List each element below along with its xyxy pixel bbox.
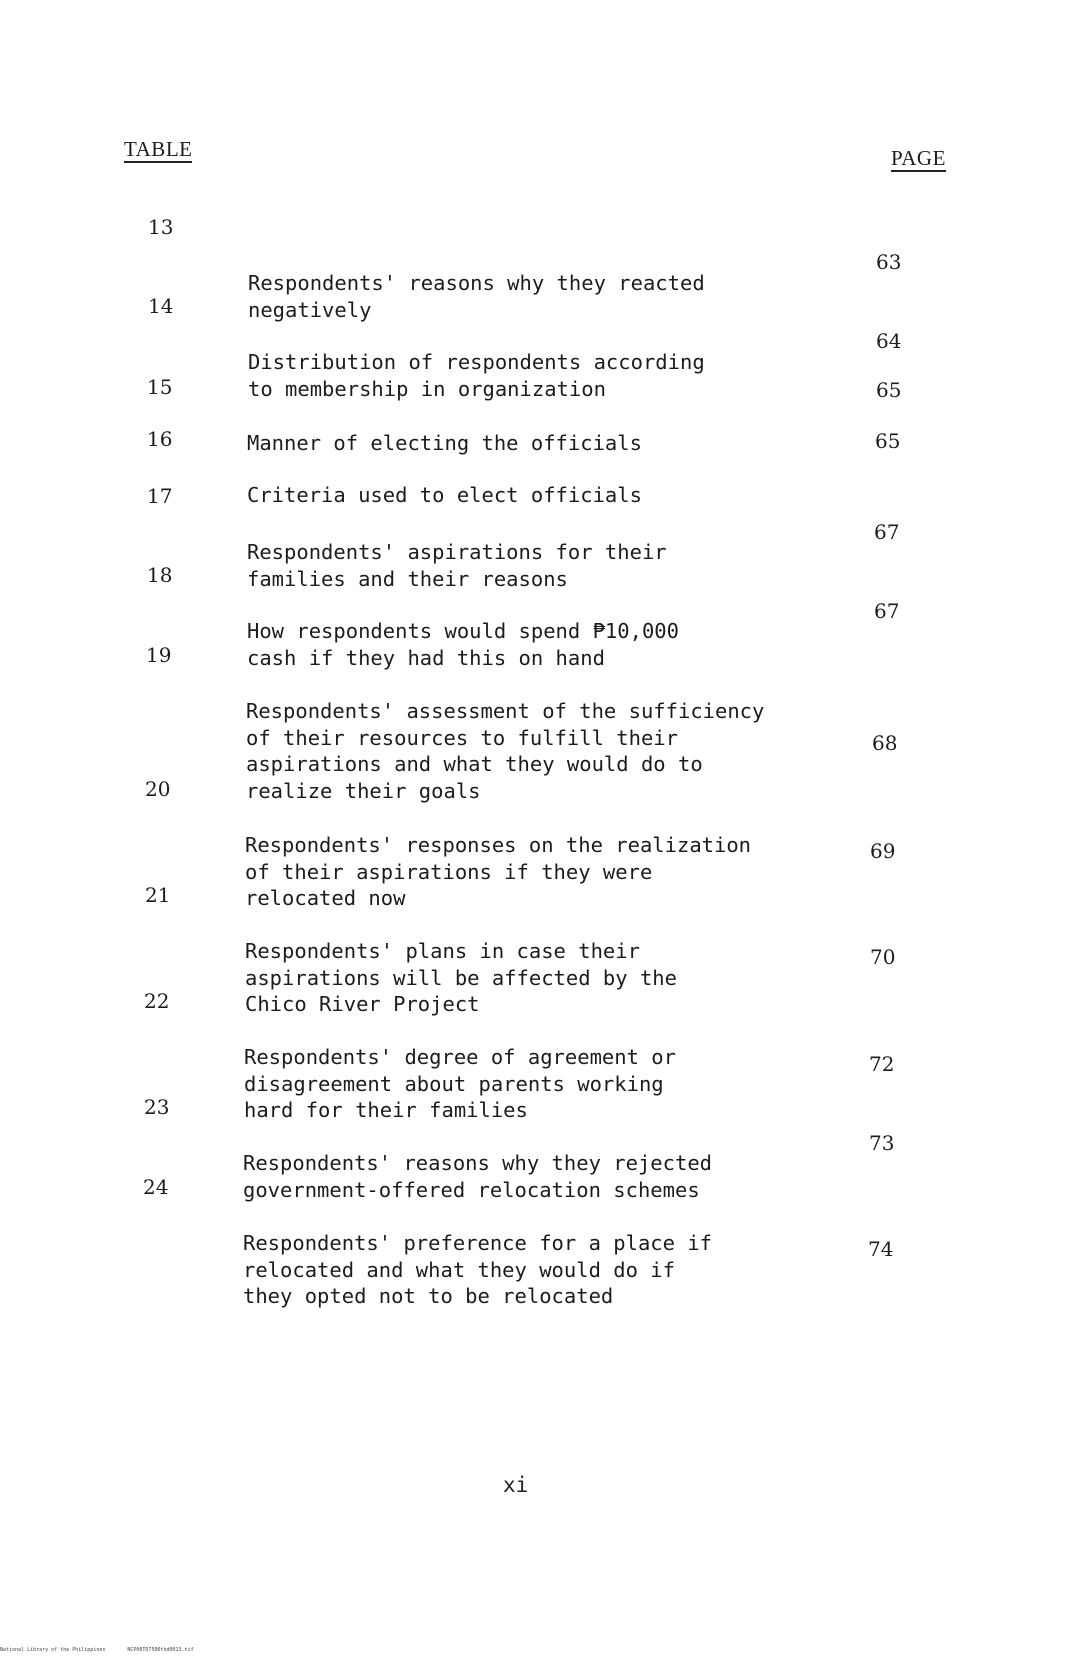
table-title: Respondents' degree of agreement or disagreement about parents working hard for their families: [244, 1045, 676, 1122]
page-number: 72: [869, 1052, 895, 1076]
archive-code: NCP00TD7506thd0013.tif: [127, 1647, 194, 1653]
archive-stamp: [0, 1647, 216, 1653]
table-title: Manner of electing the officials: [247, 431, 642, 455]
table-number: 24: [143, 1175, 169, 1199]
page-number: 70: [870, 945, 896, 969]
table-column-header: TABLE: [124, 137, 193, 161]
table-number: 19: [146, 643, 172, 667]
table-number: 22: [144, 989, 170, 1013]
table-title: Respondents' assessment of the sufficiency of their resources to fulfill their aspirations and what they would do to realize their goals: [246, 699, 765, 803]
table-title: Criteria used to elect officials: [247, 483, 642, 507]
page-column-header: PAGE: [891, 146, 946, 170]
table-title: Respondents' reasons why they rejected government-offered relocation schemes: [243, 1151, 712, 1202]
table-number: 18: [147, 563, 173, 587]
table-number: 16: [147, 427, 173, 451]
table-title: Respondents' reasons why they reacted negatively: [248, 271, 705, 322]
table-title: Respondents' responses on the realization of their aspirations if they were relocated now: [245, 833, 752, 910]
page-number: 63: [876, 250, 902, 274]
table-title: Distribution of respondents according to membership in organization: [248, 350, 705, 401]
page-number: 64: [876, 329, 902, 353]
page-number: 65: [876, 378, 902, 402]
page-number: 74: [868, 1237, 894, 1261]
table-title: How respondents would spend ₱10,000 cash if they had this on hand: [247, 619, 679, 670]
table-number: 14: [148, 294, 174, 318]
table-number: 15: [147, 375, 173, 399]
table-title: Respondents' preference for a place if relocated and what they would do if they opted not to be relocated: [243, 1231, 712, 1308]
table-number: 23: [144, 1095, 170, 1119]
table-title: Respondents' plans in case their aspirations will be affected by the Chico River Project: [245, 939, 677, 1016]
page-number: 73: [869, 1131, 895, 1155]
archive-label: National Library of the Philippines: [0, 1647, 106, 1653]
table-number: 17: [147, 484, 173, 508]
page-number: 65: [875, 429, 901, 453]
table-number: 21: [145, 883, 171, 907]
page-number: 69: [870, 839, 896, 863]
table-title: Respondents' aspirations for their families and their reasons: [247, 540, 667, 591]
roman-page-number: xi: [503, 1473, 529, 1497]
page-number: 67: [874, 520, 900, 544]
page-number: 67: [874, 599, 900, 623]
table-number: 20: [145, 777, 171, 801]
table-number: 13: [148, 215, 174, 239]
page-number: 68: [872, 731, 898, 755]
